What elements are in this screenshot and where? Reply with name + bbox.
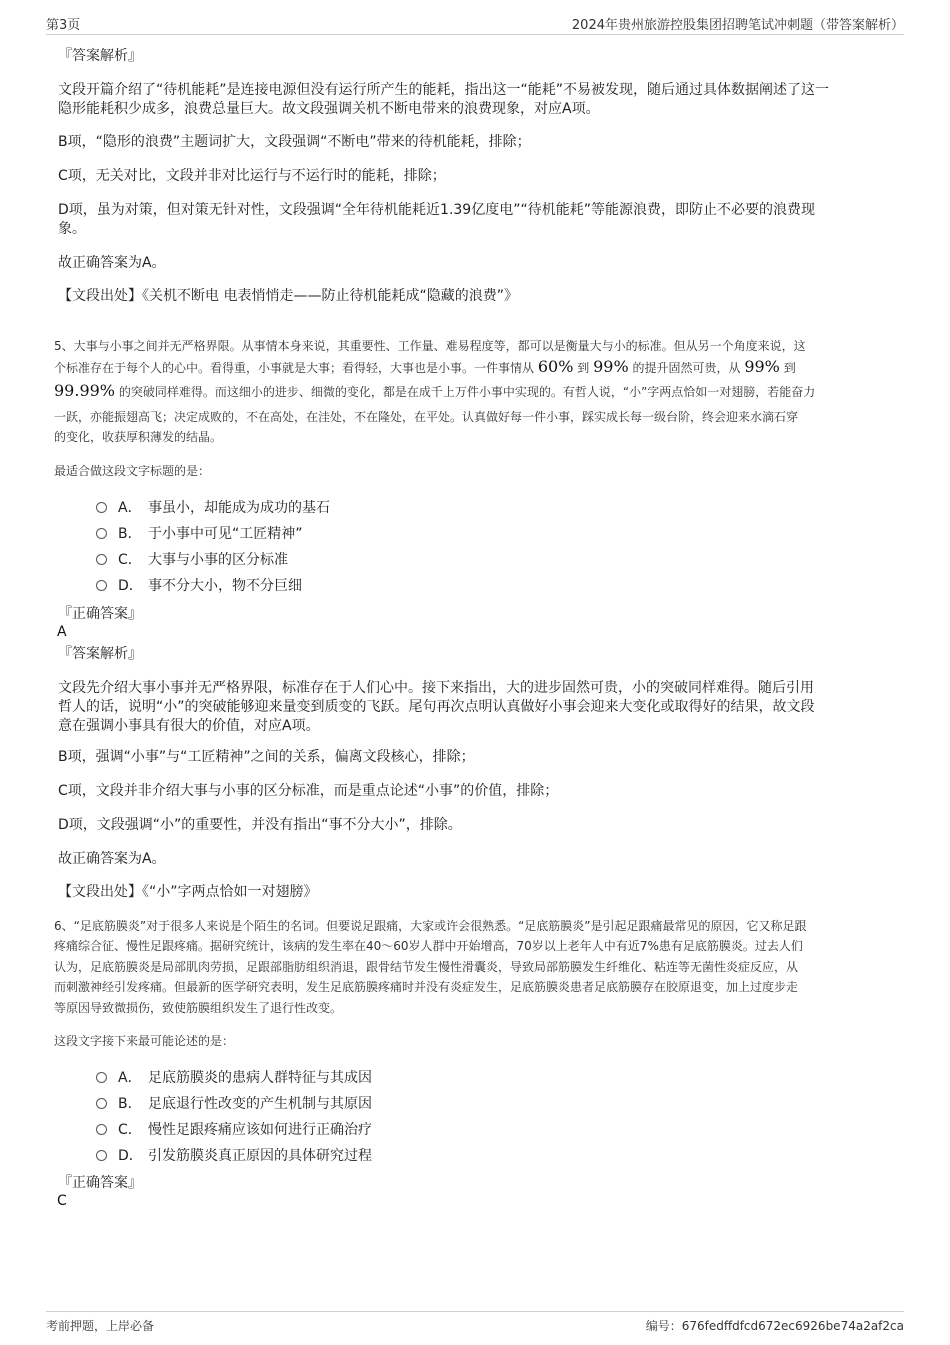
correct-answer-label: 『正确答案』 — [58, 1175, 142, 1191]
document-title: 2024年贵州旅游控股集团招聘笔试冲刺题（带答案解析） — [571, 18, 904, 33]
q5-analysis-line-2: 哲人的话，说明“小”的突破能够迎来量变到质变的飞跃。尾句再次点明认真做好小事会迎来大变化或取得好的结果，故文段 — [58, 699, 815, 715]
q6-stem-line-1: 6、“足底筋膜炎”对于很多人来说是个陌生的名词。但要说足跟痛，大家或许会很熟悉。“足底筋膜炎”是引起足跟痛最常见的原因，它又称足跟 — [54, 919, 807, 933]
q6-option-b[interactable] — [96, 1094, 372, 1114]
q5-stem-line-2a: 个标准存在于每个人的心中。看得重，小事就是大事；看得轻，大事也是小事。一件事情从 — [54, 361, 535, 375]
option-letter: D． — [118, 1148, 143, 1164]
analysis-label: 『答案解析』 — [58, 646, 142, 662]
radio-icon[interactable] — [96, 1072, 107, 1083]
q5-analysis-c: C项，文段并非介绍大事与小事的区分标准，而是重点论述“小事”的价值，排除； — [58, 783, 559, 799]
option-letter: B． — [118, 1096, 142, 1112]
q4-analysis-line-1: 文段开篇介绍了“待机能耗”是连接电源但没有运行所产生的能耗，指出这一“能耗”不易被发现，随后通过具体数据阐述了这一 — [58, 82, 830, 98]
option-letter: A． — [118, 1070, 142, 1086]
q5-stem-line-5: 的变化，收获厚积薄发的结晶。 — [54, 430, 223, 444]
q5-conclusion: 故正确答案为A。 — [58, 851, 166, 867]
option-text: 引发筋膜炎真正原因的具体研究过程 — [148, 1148, 372, 1164]
q5-analysis-line-1: 文段先介绍大事小事并无严格界限，标准存在于人们心中。接下来指出，大的进步固然可贵，小的突破同样难得。随后引用 — [58, 680, 814, 696]
correct-answer-label: 『正确答案』 — [58, 606, 142, 622]
radio-icon[interactable] — [96, 1124, 107, 1135]
q5-correct-answer: A — [57, 624, 67, 640]
q5-option-b[interactable] — [96, 524, 303, 544]
q6-stem-line-2: 疼痛综合征、慢性足跟疼痛。据研究统计，该病的发生率在40～60岁人群中开始增高，70岁以上老年人中有近7%患有足底筋膜炎。过去人们 — [54, 939, 803, 953]
q4-source: 【文段出处】《关机不断电 电表悄悄走——防止待机能耗成“隐藏的浪费”》 — [58, 288, 518, 304]
page-footer — [46, 1311, 904, 1336]
q5-analysis-line-3: 意在强调小事具有很大的价值，对应A项。 — [58, 718, 320, 734]
page-number: 第3页 — [46, 18, 81, 33]
q5-source: 【文段出处】《“小”字两点恰如一对翅膀》 — [58, 884, 318, 900]
q5-option-c[interactable] — [96, 550, 288, 570]
q5-option-d[interactable] — [96, 576, 302, 596]
math-99-percent-2: 99% — [744, 357, 780, 376]
option-letter: B． — [118, 526, 142, 542]
radio-icon[interactable] — [96, 502, 107, 513]
q5-stem-line-3-text: 的突破同样难得。而这细小的进步、细微的变化，都是在成千上万件小事中实现的。有哲人说，“小”字两点恰如一对翅膀，若能奋力 — [118, 385, 816, 399]
math-99-percent: 99% — [593, 357, 629, 376]
option-text: 慢性足跟疼痛应该如何进行正确治疗 — [148, 1122, 372, 1138]
q6-correct-answer: C — [57, 1193, 67, 1209]
math-99-99-percent: 99.99% — [54, 381, 116, 400]
option-text: 足底退行性改变的产生机制与其原因 — [148, 1096, 372, 1112]
option-letter: C． — [118, 1122, 142, 1138]
option-text: 事不分大小，物不分巨细 — [148, 578, 302, 594]
radio-icon[interactable] — [96, 1098, 107, 1109]
q4-analysis-d-line-1: D项，虽为对策，但对策无针对性，文段强调“全年待机能耗近1.39亿度电”“待机能耗”等能源浪费，即防止不必要的浪费现 — [58, 202, 815, 218]
q4-analysis-d-line-2: 象。 — [58, 221, 86, 237]
option-letter: C． — [118, 552, 142, 568]
option-text: 足底筋膜炎的患病人群特征与其成因 — [148, 1070, 372, 1086]
option-text: 事虽小，却能成为成功的基石 — [148, 500, 330, 516]
q5-question: 最适合做这段文字标题的是： — [54, 464, 211, 478]
radio-icon[interactable] — [96, 554, 107, 565]
option-text: 于小事中可见“工匠精神” — [148, 526, 303, 542]
q6-stem-line-5: 等原因导致微损伤，致使筋膜组织发生了退行性改变。 — [54, 1001, 343, 1015]
q4-analysis-b: B项，“隐形的浪费”主题词扩大，文段强调“不断电”带来的待机能耗，排除； — [58, 134, 531, 150]
word-to-2: 到 — [783, 361, 796, 375]
analysis-label: 『答案解析』 — [58, 48, 142, 64]
q5-stem-line-2 — [54, 357, 892, 379]
q6-option-d[interactable] — [96, 1146, 372, 1166]
q6-question: 这段文字接下来最可能论述的是： — [54, 1034, 235, 1048]
word-to: 到 — [577, 361, 590, 375]
option-letter: A． — [118, 500, 142, 516]
radio-icon[interactable] — [96, 528, 107, 539]
q5-stem-line-2b: 的提升固然可贵，从 — [632, 361, 741, 375]
option-letter: D． — [118, 578, 143, 594]
page-header — [46, 14, 904, 35]
q6-stem-line-3: 认为，足底筋膜炎是局部肌肉劳损，足跟部脂肪组织消退，跟骨结节发生慢性滑囊炎，导致局部筋膜发生纤维化、粘连等无菌性炎症反应，从 — [54, 960, 799, 974]
math-60-percent: 60% — [537, 357, 574, 376]
option-text: 大事与小事的区分标准 — [148, 552, 288, 568]
q5-analysis-b: B项，强调“小事”与“工匠精神”之间的关系，偏离文段核心，排除； — [58, 749, 475, 765]
q4-analysis-line-2: 隐形能耗积少成多，浪费总量巨大。故文段强调关机不断电带来的浪费现象，对应A项。 — [58, 101, 600, 117]
q5-analysis-d: D项，文段强调“小”的重要性，并没有指出“事不分大小”，排除。 — [58, 817, 462, 833]
q6-option-c[interactable] — [96, 1120, 372, 1140]
q6-option-a[interactable] — [96, 1068, 372, 1088]
q5-stem-line-3 — [54, 381, 892, 403]
q5-stem-line-4: 一跃，亦能振翅高飞；决定成败的，不在高处，在洼处，不在隆处，在平处。认真做好每一件小事，踩实成长每一级台阶，终会迎来水滴石穿 — [54, 410, 799, 424]
q5-option-a[interactable] — [96, 498, 330, 518]
q4-analysis-c: C项，无关对比，文段并非对比运行与不运行时的能耗，排除； — [58, 168, 446, 184]
q5-stem-line-1: 5、大事与小事之间并无严格界限。从事情本身来说，其重要性、工作量、难易程度等，都可以是衡量大与小的标准。但从另一个角度来说，这 — [54, 339, 806, 353]
document-code: 编号：676fedffdfcd672ec6926be74a2af2ca — [645, 1319, 904, 1333]
q6-stem-line-4: 而刺激神经引发疼痛。但最新的医学研究表明，发生足底筋膜疼痛时并没有炎症发生，足底筋膜炎患者足底筋膜存在胶原退变，加上过度步走 — [54, 980, 799, 994]
footer-slogan: 考前押题，上岸必备 — [46, 1319, 155, 1333]
radio-icon[interactable] — [96, 580, 107, 591]
radio-icon[interactable] — [96, 1150, 107, 1161]
q4-conclusion: 故正确答案为A。 — [58, 255, 166, 271]
